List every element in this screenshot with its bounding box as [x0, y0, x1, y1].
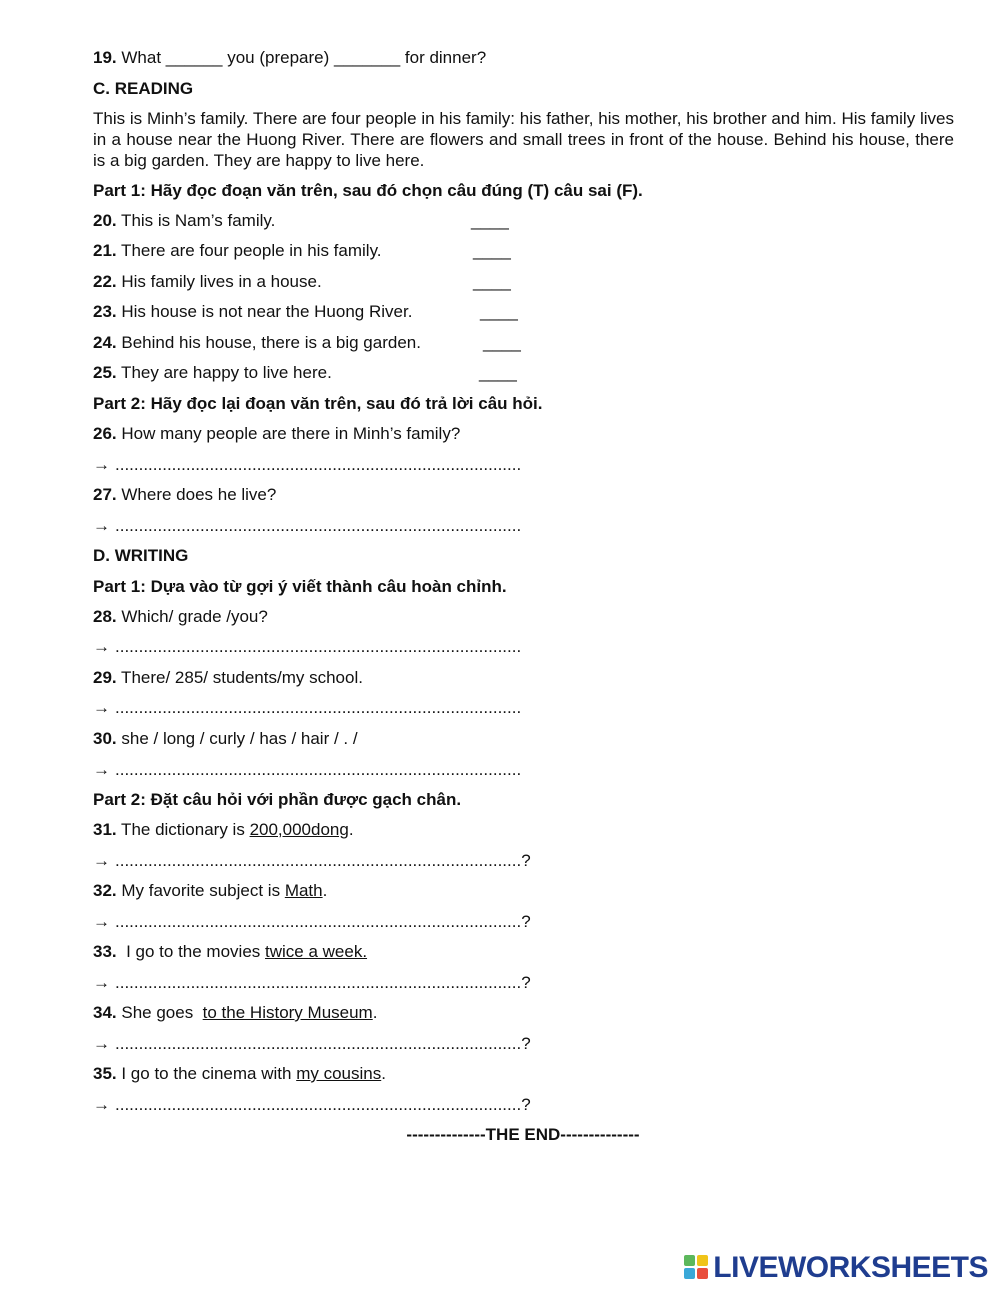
- underlined-phrase: 200,000dong: [249, 820, 349, 839]
- arrow-icon: →: [93, 698, 110, 717]
- question-32: 32. My favorite subject is Math.: [93, 881, 328, 900]
- question-number: 20.: [93, 211, 117, 230]
- question-text: His house is not near the Huong River.: [116, 302, 413, 321]
- answer-line[interactable]: → ......................................................................................?: [93, 1095, 531, 1114]
- question-number: 34.: [93, 1003, 117, 1022]
- answer-line[interactable]: → ......................................................................................: [93, 698, 522, 717]
- arrow-icon: →: [93, 1034, 110, 1053]
- underlined-phrase: Math: [284, 881, 323, 900]
- question-number: 26.: [93, 424, 117, 443]
- answer-line[interactable]: → ......................................................................................?: [93, 912, 531, 931]
- question-text: There/ 285/ students/my school.: [116, 668, 363, 687]
- answer-line[interactable]: → ......................................................................................?: [93, 1034, 531, 1053]
- question-number: 25.: [93, 363, 117, 382]
- answer-line[interactable]: → ......................................................................................: [93, 455, 522, 474]
- question-number: 21.: [93, 241, 117, 260]
- answer-blank[interactable]: ____: [480, 302, 518, 321]
- question-text: They are happy to live here.: [116, 363, 332, 382]
- question-29: [93, 668, 363, 688]
- question-26: [93, 424, 460, 444]
- section-writing-heading: D. WRITING: [93, 546, 189, 565]
- arrow-icon: →: [93, 455, 110, 474]
- underlined-phrase: to the History Museum: [202, 1003, 373, 1022]
- question-number: 28.: [93, 607, 117, 626]
- writing-part1-title: Part 1: Dựa vào từ gợi ý viết thành câu hoàn chỉnh.: [93, 577, 507, 596]
- question-number: 27.: [93, 485, 117, 504]
- question-35: 35. I go to the cinema with my cousins.: [93, 1064, 386, 1083]
- tf-item: [93, 241, 382, 261]
- answer-line[interactable]: → ......................................................................................: [93, 760, 522, 779]
- the-end-marker: --------------THE END--------------: [406, 1125, 640, 1144]
- question-number: 22.: [93, 272, 117, 291]
- arrow-icon: →: [93, 973, 110, 992]
- question-text: His family lives in a house.: [116, 272, 322, 291]
- question-text: What ______ you (prepare) _______ for dinner?: [116, 48, 487, 67]
- underlined-phrase: my cousins: [296, 1064, 382, 1083]
- answer-line[interactable]: → ......................................................................................?: [93, 851, 531, 870]
- arrow-icon: →: [93, 637, 110, 656]
- answer-blank[interactable]: ____: [483, 333, 521, 352]
- tf-item: [93, 302, 412, 322]
- question-34: 34. She goes to the History Museum.: [93, 1003, 378, 1022]
- reading-part1-title: Part 1: Hãy đọc đoạn văn trên, sau đó chọn câu đúng (T) câu sai (F).: [93, 181, 643, 200]
- reading-passage: This is Minh’s family. There are four people in his family: his father, his mother, his brother and him. His family lives in a house near the Huong River. There are flowers and small trees in front of the house. Behind his house, there is a big garden. They are happy to live here.: [93, 109, 954, 170]
- answer-blank[interactable]: ____: [479, 363, 517, 382]
- arrow-icon: →: [93, 851, 110, 870]
- answer-line[interactable]: → ......................................................................................?: [93, 973, 531, 992]
- question-number: 19.: [93, 48, 117, 67]
- question-number: 33.: [93, 942, 117, 961]
- arrow-icon: →: [93, 1095, 110, 1114]
- writing-part2-title: Part 2: Đặt câu hỏi với phần được gạch chân.: [93, 790, 462, 809]
- section-reading-heading: C. READING: [93, 79, 194, 98]
- arrow-icon: →: [93, 516, 110, 535]
- answer-blank[interactable]: ____: [473, 241, 511, 260]
- reading-part2-title: Part 2: Hãy đọc lại đoạn văn trên, sau đó trả lời câu hỏi.: [93, 394, 543, 413]
- question-number: 24.: [93, 333, 117, 352]
- tf-item: [93, 363, 332, 383]
- question-text: This is Nam’s family.: [116, 211, 276, 230]
- question-28: [93, 607, 268, 627]
- tf-item: [93, 333, 421, 353]
- liveworksheets-logo-icon: [684, 1255, 710, 1281]
- question-text: Behind his house, there is a big garden.: [116, 333, 421, 352]
- liveworksheets-logo[interactable]: [684, 1252, 988, 1284]
- arrow-icon: →: [93, 760, 110, 779]
- question-text: she / long / curly / has / hair / . /: [116, 729, 358, 748]
- tf-item: [93, 272, 322, 292]
- question-30: [93, 729, 358, 749]
- question-text: Which/ grade /you?: [116, 607, 268, 626]
- logo-text: LIVEWORKSHEETS: [713, 1251, 988, 1284]
- question-number: 30.: [93, 729, 117, 748]
- question-27: [93, 485, 276, 505]
- question-text: Where does he live?: [116, 485, 277, 504]
- question-text: How many people are there in Minh’s family?: [116, 424, 461, 443]
- underlined-phrase: twice a week.: [265, 942, 368, 961]
- answer-line[interactable]: → ......................................................................................: [93, 516, 522, 535]
- question-number: 35.: [93, 1064, 117, 1083]
- question-number: 31.: [93, 820, 117, 839]
- question-33: 33. I go to the movies twice a week.: [93, 942, 368, 961]
- answer-line[interactable]: → ......................................................................................: [93, 637, 522, 656]
- question-31: 31. The dictionary is 200,000dong.: [93, 820, 354, 839]
- arrow-icon: →: [93, 912, 110, 931]
- question-19: [93, 48, 486, 68]
- question-number: 32.: [93, 881, 117, 900]
- answer-blank[interactable]: ____: [473, 272, 511, 291]
- question-number: 23.: [93, 302, 117, 321]
- question-number: 29.: [93, 668, 117, 687]
- answer-blank[interactable]: ____: [471, 211, 509, 230]
- question-text: There are four people in his family.: [116, 241, 382, 260]
- tf-item: [93, 211, 275, 231]
